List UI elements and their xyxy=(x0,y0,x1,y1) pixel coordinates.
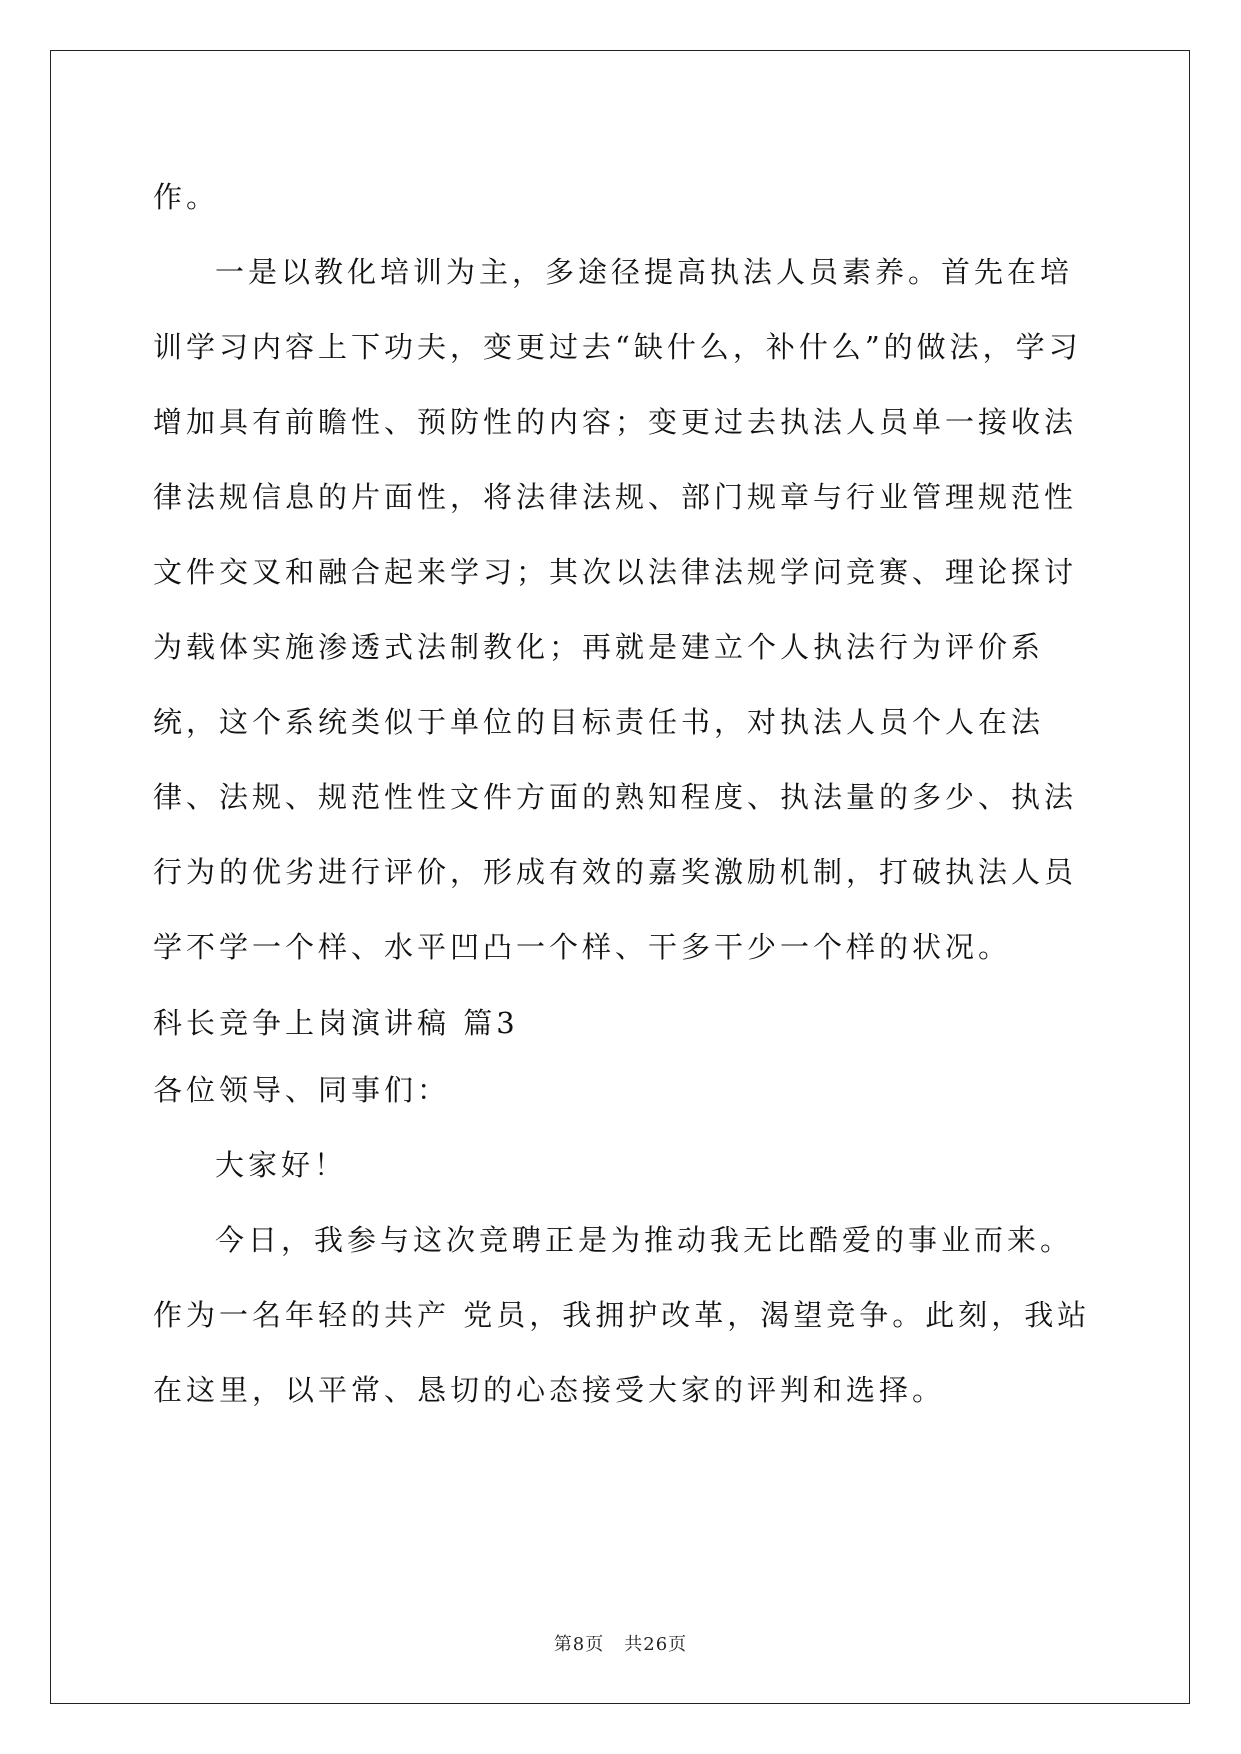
page-number: 第8页 xyxy=(553,1634,605,1655)
document-body xyxy=(153,160,1098,1428)
paragraph-training: 一是以教化培训为主，多途径提高执法人员素养。首先在培训学习内容上下功夫，变更过去“缺什么，补什么”的做法，学习增加具有前瞻性、预防性的内容；变更过去执法人员单一接收法律法规信息的片面性，将法律法规、部门规章与行业管理规范性文件交叉和融合起来学习；其次以法律法规学问竞赛、理论探讨为载体实施渗透式法制教化；再就是建立个人执法行为评价系统，这个系统类似于单位的目标责任书，对执法人员个人在法律、法规、规范性性文件方面的熟知程度、执法量的多少、执法行为的优劣进行评价，形成有效的嘉奖激励机制，打破执法人员学不学一个样、水平凹凸一个样、干多干少一个样的状况。 xyxy=(153,255,1082,964)
page-total: 共26页 xyxy=(624,1634,688,1655)
greeting: 大家好！ xyxy=(215,1148,348,1182)
paragraph-continuation: 作。 xyxy=(153,180,220,214)
salutation: 各位领导、同事们： xyxy=(153,1073,451,1107)
page-footer xyxy=(0,1630,1241,1656)
paragraph-introduction: 今日，我参与这次竞聘正是为推动我无比酷爱的事业而来。作为一名年轻的共产 党员，我拥护改革，渴望竞争。此刻，我站在这里，以平常、恳切的心态接受大家的评判和选择。 xyxy=(153,1223,1091,1407)
section-heading: 科长竞争上岗演讲稿 篇3 xyxy=(153,1006,519,1040)
